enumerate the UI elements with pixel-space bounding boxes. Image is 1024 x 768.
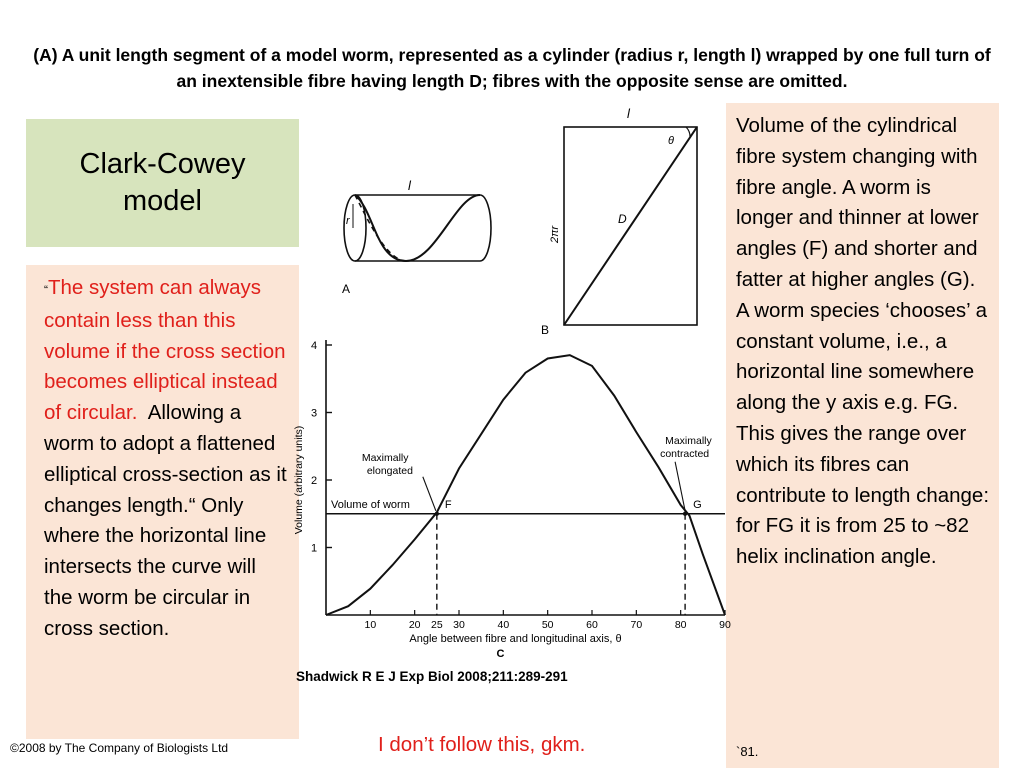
citation: Shadwick R E J Exp Biol 2008;211:289-291 <box>296 669 568 684</box>
cylinder-right-end <box>480 195 491 261</box>
panel-a-length-label: l <box>408 178 411 193</box>
panel-b-label: B <box>541 323 550 337</box>
panel-b-length-label: l <box>627 106 630 121</box>
intersection-label: G <box>693 498 702 511</box>
quote-red-text: The system can always contain less than this volume if the cross section becomes elliptical instead of circular. <box>44 276 286 425</box>
annotation-elongated-line2: elongated <box>366 464 413 477</box>
x-tick-label: 40 <box>497 619 510 631</box>
model-heading: Clark-Cowey model <box>79 148 246 217</box>
fibre-front <box>355 195 480 261</box>
x-tick-label: 60 <box>586 619 598 631</box>
fibre-diagonal-d <box>564 127 697 325</box>
model-heading-box <box>26 119 299 247</box>
x-tick-label: 50 <box>541 619 554 631</box>
y-tick-label: 1 <box>310 542 318 555</box>
x-axis-label: Angle between fibre and longitudinal axis, θ <box>409 633 622 645</box>
panel-b-rectangle <box>564 127 697 325</box>
volume-chart <box>293 340 731 660</box>
y-tick-label: 2 <box>310 475 318 487</box>
explanation-footnote: `81. <box>736 744 759 759</box>
panel-b-angle-label: θ <box>668 135 674 147</box>
x-tick-label: 20 <box>408 619 421 631</box>
x-tick-label: 80 <box>674 619 687 631</box>
intersection-point <box>683 512 687 516</box>
quote-black-text: Allowing a worm to adopt a flattened elliptical cross-section as it changes length.“ Only where the horizontal line intersects the curve will the worm be circular in cross section. <box>44 401 287 640</box>
explanation-text: Volume of the cylindrical fibre system changing with fibre angle. A worm is longer and thinner at lower angles (F) and shorter and fatter at higher angles (G). A worm species ‘chooses’ a constant volume, i.e., a horizontal line somewhere along the y axis e.g. FG. This gives the range over which its fibres can contribute to length change: for FG it is from 25 to ~82 helix inclination angle. <box>736 114 990 569</box>
quote-open-mark: “ <box>44 283 48 297</box>
x-tick-label: 30 <box>453 619 465 631</box>
figure-panels <box>293 100 731 660</box>
bottom-note: I don’t follow this, gkm. <box>378 733 586 756</box>
annotation-elongated-line1: Maximally <box>361 451 409 464</box>
annotation-contracted-line2: contracted <box>660 447 710 460</box>
y-axis-label: Volume (arbitrary units) <box>293 425 305 535</box>
quote-box <box>26 265 299 739</box>
annotation-contracted-line1: Maximally <box>665 434 712 447</box>
intersection-label: F <box>444 498 452 511</box>
x-tick-label: 70 <box>630 619 643 631</box>
volume-curve <box>326 355 725 615</box>
angle-arc <box>686 127 690 138</box>
x-tick-label: 10 <box>364 619 377 631</box>
panel-b-height-label: 2πr <box>549 225 561 243</box>
x-tick-label: 90 <box>719 619 731 631</box>
panel-a-cylinder <box>344 195 491 261</box>
intersection-point <box>435 512 439 516</box>
y-tick-label: 3 <box>310 407 318 420</box>
annotation-elongated-arrow <box>423 477 436 511</box>
copyright: ©2008 by The Company of Biologists Ltd <box>10 741 229 755</box>
panel-a-radius-label: r <box>346 215 350 227</box>
worm-volume-label: Volume of worm <box>331 498 410 511</box>
slide-title: (A) A unit length segment of a model worm, represented as a cylinder (radius r, length l) wrapped by one full turn of an inextensible fibre having length D; fibres with the opposite sense are omitted. <box>33 45 991 91</box>
panel-c-label: C <box>496 648 505 660</box>
explanation-box <box>726 103 999 768</box>
y-tick-label: 4 <box>310 340 318 352</box>
panel-b-diagonal-label: D <box>618 212 627 226</box>
panel-a-label: A <box>342 282 351 296</box>
x-tick-label: 25 <box>430 619 443 631</box>
